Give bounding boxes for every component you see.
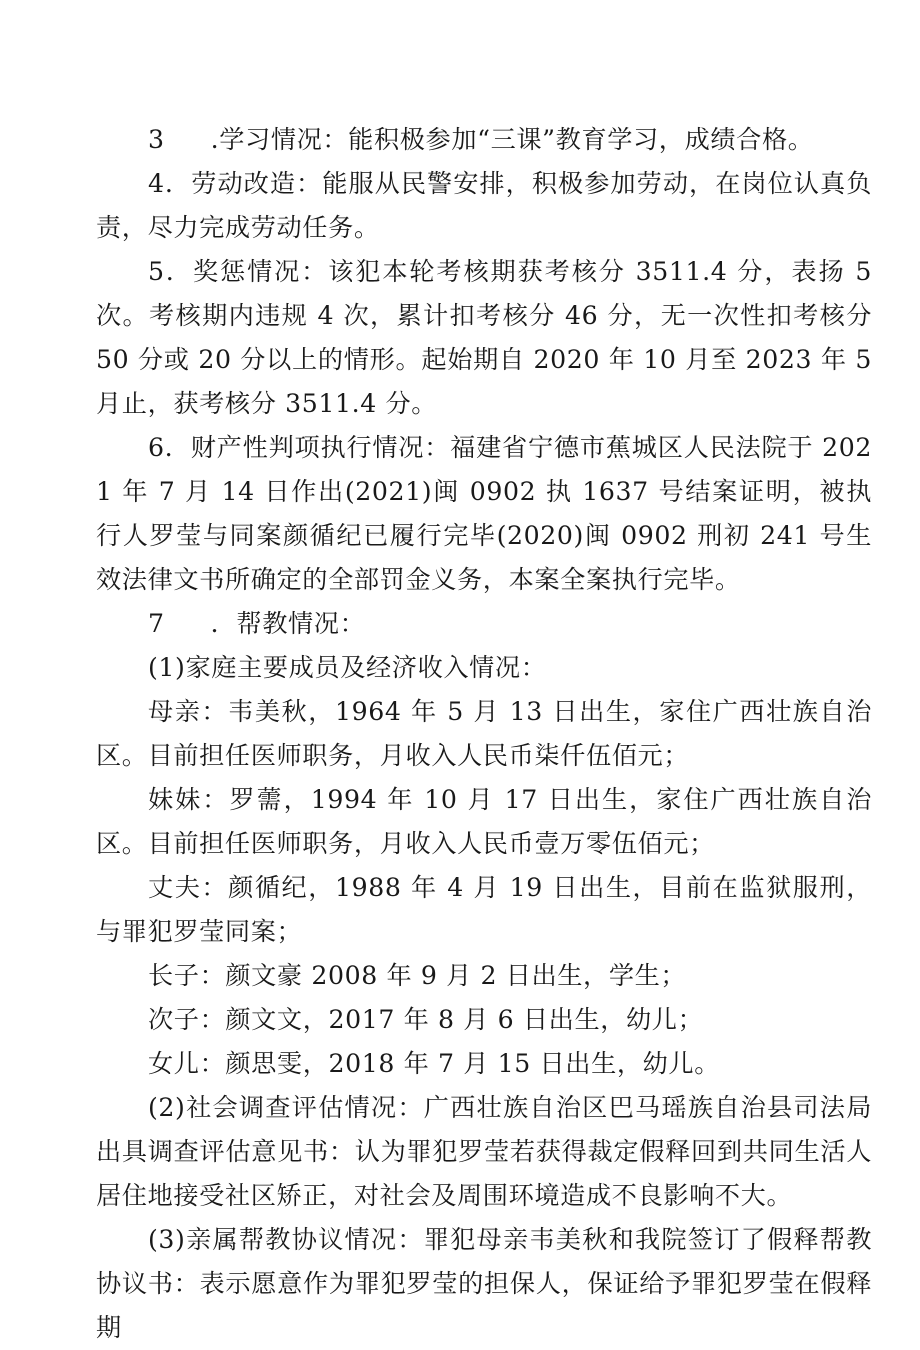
paragraph-6-property-judgment [96, 426, 872, 602]
paragraph-3-study [96, 118, 872, 162]
family-member-mother: 母亲：韦美秋，1964 年 5 月 13 日出生，家住广西壮族自治区。目前担任医师职务，月收入人民币柒仟伍佰元； [96, 697, 872, 770]
paragraph-7-number: 7 [148, 609, 165, 638]
subsection-3-family-education-agreement: (3)亲属帮教协议情况：罪犯母亲韦美秋和我院签订了假释帮教协议书：表示愿意作为罪犯罗莹的担保人，保证给予罪犯罗莹在假释期 [96, 1225, 872, 1342]
paragraph-7-text: ．帮教情况： [210, 609, 366, 638]
paragraph-6-text: ．财产性判项执行情况：福建省宁德市蕉城区人民法院于 2021 年 7 月 14 日作出(2021)闽 0902 执 1637 号结案证明，被执行人罗莹与同案颜循纪已履行完毕(2020)闽 0902 刑初 241 号生效法律文书所确定的全部罚金义务，本案全案执行完毕。 [96, 433, 872, 594]
paragraph-5-number: 5 [148, 257, 165, 286]
paragraph-5-text: ．奖惩情况：该犯本轮考核期获考核分 3511.4 分，表扬 5 次。考核期内违规 4 次，累计扣考核分 46 分，无一次性扣考核分 50 分或 20 分以上的情形。起始期自 2020 年 10 月至 2023 年 5 月止，获考核分 3511.4 分。 [96, 257, 872, 418]
paragraph-3-text: .学习情况：能积极参加“三课”教育学习，成绩合格。 [210, 125, 814, 154]
family-member-husband: 丈夫：颜循纪，1988 年 4 月 19 日出生，目前在监狱服刑，与罪犯罗莹同案； [96, 873, 872, 946]
family-member-sister: 妹妹：罗薷，1994 年 10 月 17 日出生，家住广西壮族自治区。目前担任医师职务，月收入人民币壹万零伍佰元； [96, 785, 872, 858]
paragraph-4-text: ．劳动改造：能服从民警安排，积极参加劳动，在岗位认真负责，尽力完成劳动任务。 [96, 169, 872, 242]
family-member-second-son: 次子：颜文文，2017 年 8 月 6 日出生，幼儿； [148, 1005, 704, 1034]
paragraph-6-number: 6 [148, 433, 165, 462]
paragraph-5-rewards-punishments [96, 250, 872, 426]
family-member-daughter: 女儿：颜思雯，2018 年 7 月 15 日出生，幼儿。 [148, 1049, 721, 1078]
subsection-1-family-income: (1)家庭主要成员及经济收入情况： [148, 653, 547, 682]
paragraph-3-number: 3 [148, 125, 165, 154]
paragraph-4-number: 4 [148, 169, 165, 198]
family-member-eldest-son: 长子：颜文豪 2008 年 9 月 2 日出生，学生； [148, 961, 687, 990]
paragraph-7-assistance-education [96, 602, 872, 646]
subsection-2-social-assessment: (2)社会调查评估情况：广西壮族自治区巴马瑶族自治县司法局出具调查评估意见书：认为罪犯罗莹若获得裁定假释回到共同生活人居住地接受社区矫正，对社会及周围环境造成不良影响不大。 [96, 1093, 872, 1210]
document-body [96, 118, 872, 1350]
paragraph-4-labor [96, 162, 872, 250]
